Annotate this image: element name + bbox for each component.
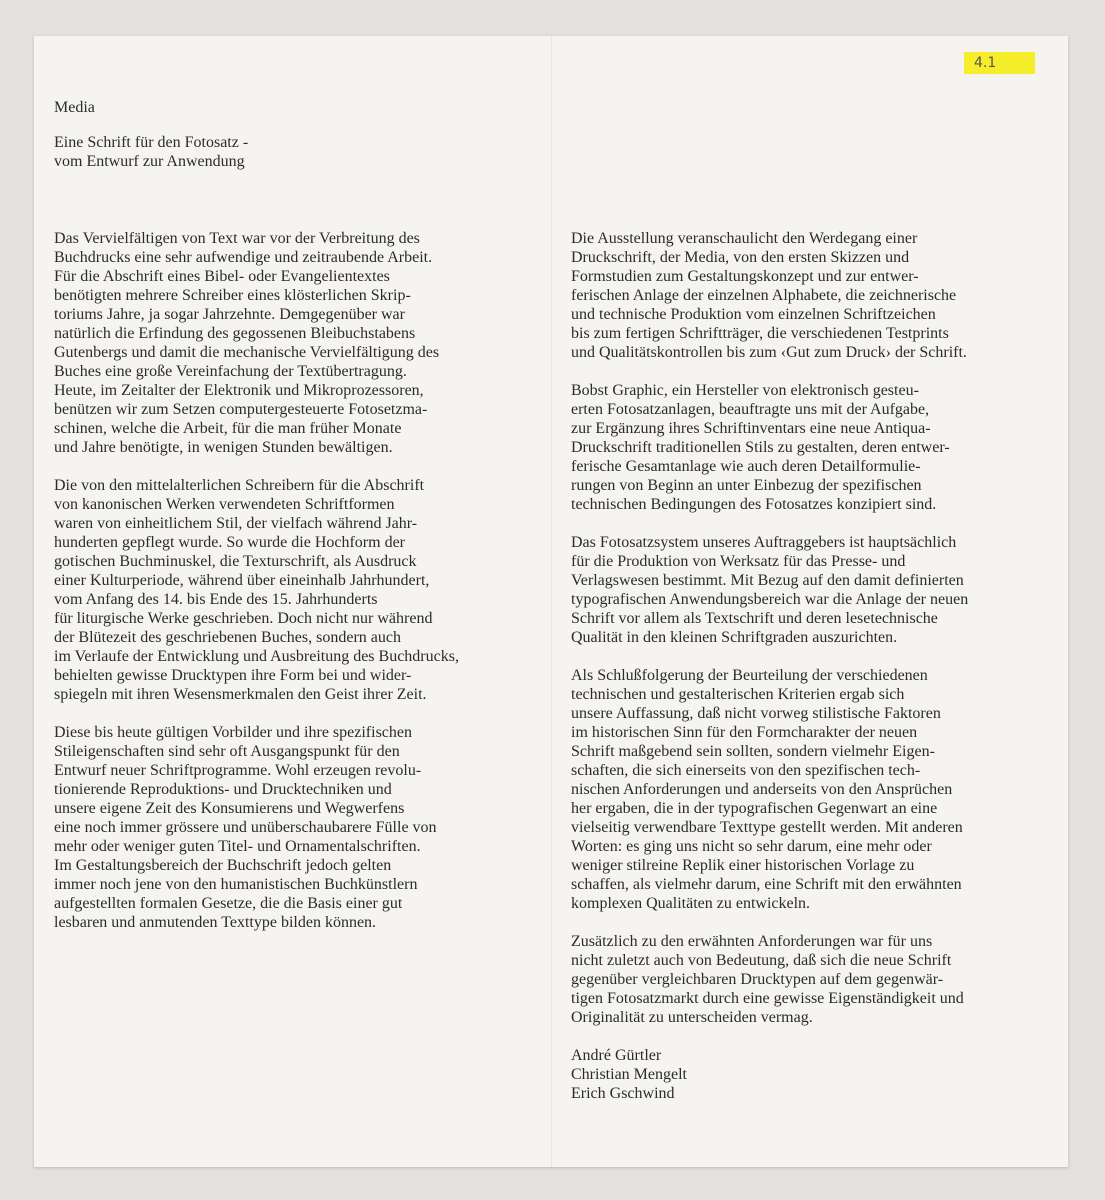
text-line: einer Kulturperiode, während über eineinhalb Jahrhundert, (54, 572, 430, 589)
text-line: Bobst Graphic, ein Hersteller von elektronisch gesteu- (571, 382, 919, 399)
text-line: zur Ergänzung ihres Schriftinventars eine neue Antiqua- (571, 420, 931, 437)
text-line: Verlagswesen bestimmt. Mit Bezug auf den damit definierten (571, 572, 964, 589)
text-line: her ergaben, die in der typografischen Gegenwart an eine (571, 800, 938, 817)
text-line: Das Vervielfältigen von Text war vor der Verbreitung des (54, 230, 420, 247)
page-number-tag: 4.1 (964, 52, 1035, 74)
text-line: Druckschrift, der Media, von den ersten Skizzen und (571, 249, 910, 266)
paragraph (571, 381, 1051, 514)
text-line: der Blütezeit des geschriebenen Buches, sondern auch (54, 629, 401, 646)
paragraph (54, 229, 534, 457)
text-line: für die Produktion von Werksatz für das Presse- und (571, 553, 906, 570)
text-line: weniger stilreine Replik einer historischen Vorlage zu (571, 857, 915, 874)
text-line: Stileigenschaften sind sehr oft Ausgangspunkt für den (54, 743, 400, 760)
paragraph (571, 666, 1051, 913)
text-line: schinen, welche die Arbeit, für die man früher Monate (54, 420, 402, 437)
text-line: von kanonischen Werken verwendeten Schriftformen (54, 496, 395, 513)
text-line: Zusätzlich zu den erwähnten Anforderungen war für uns (571, 933, 933, 950)
text-line: toriums Jahre, ja sogar Jahrzehnte. Demgegenüber war (54, 306, 405, 323)
text-line: gegenüber vergleichbaren Drucktypen auf dem gegenwär- (571, 971, 944, 988)
text-line: hunderten gepflegt wurde. So wurde die Hochform der (54, 534, 405, 551)
text-line: komplexen Qualitäten zu entwickeln. (571, 895, 811, 912)
text-line: tionierende Reproduktions- und Drucktechniken und (54, 781, 392, 798)
text-line: lesbaren und anmutenden Texttype bilden können. (54, 914, 377, 931)
text-line: behielten gewisse Drucktypen ihre Form bei und wider- (54, 667, 412, 684)
text-line: Gutenbergs und damit die mechanische Vervielfältigung des (54, 344, 440, 361)
text-line: typografischen Anwendungsbereich war die Anlage der neuen (571, 591, 969, 608)
text-line: Für die Abschrift eines Bibel- oder Evangelientextes (54, 268, 390, 285)
text-line: rungen von Beginn an unter Einbezug der spezifischen (571, 477, 922, 494)
author-name: Christian Mengelt (571, 1066, 687, 1083)
text-line: nicht zuletzt auch von Bedeutung, daß sich die neue Schrift (571, 952, 952, 969)
text-line: Die von den mittelalterlichen Schreibern für die Abschrift (54, 477, 425, 494)
text-line: waren von einheitlichem Stil, der vielfach während Jahr- (54, 515, 418, 532)
text-line: schaffen, als vielmehr darum, eine Schrift mit den erwähnten (571, 876, 962, 893)
text-line: nischen Anforderungen und anderseits von den Ansprüchen (571, 781, 953, 798)
text-line: Qualität in den kleinen Schriftgraden auszurichten. (571, 629, 898, 646)
text-line: natürlich die Erfindung des gegossenen Bleibuchstabens (54, 325, 416, 342)
text-line: Entwurf neuer Schriftprogramme. Wohl erzeugen revolu- (54, 762, 422, 779)
text-line: schaften, die sich einerseits von den spezifischen tech- (571, 762, 921, 779)
document-subtitle (54, 133, 354, 171)
text-line: gotischen Buchminuskel, die Texturschrift, als Ausdruck (54, 553, 417, 570)
text-line: erten Fotosatzanlagen, beauftragte uns mit der Aufgabe, (571, 401, 930, 418)
text-line: und technische Produktion vom einzelnen Schriftzeichen (571, 306, 936, 323)
document-heading: Media (54, 99, 95, 116)
text-line: bis zum fertigen Schriftträger, die verschiedenen Testprints (571, 325, 949, 342)
right-text-column (571, 229, 1051, 1122)
paragraph (571, 533, 1051, 647)
text-line: vielseitig verwendbare Texttype gestellt werden. Mit anderen (571, 819, 963, 836)
text-line: unsere Auffassung, daß nicht vorweg stilistische Faktoren (571, 705, 941, 722)
text-line: Formstudien zum Gestaltungskonzept und zur entwer- (571, 268, 919, 285)
text-line: Diese bis heute gültigen Vorbilder und ihre spezifischen (54, 724, 412, 741)
text-line: Die Ausstellung veranschaulicht den Werdegang einer (571, 230, 918, 247)
text-line: immer noch jene von den humanistischen Buchkünstlern (54, 876, 418, 893)
text-line: benötigten mehrere Schreiber eines klösterlichen Skrip- (54, 287, 411, 304)
text-line: Schrift maßgebend sein sollten, sondern vielmehr Eigen- (571, 743, 935, 760)
text-line: ferischen Anlage der einzelnen Alphabete, die zeichnerische (571, 287, 957, 304)
text-line: unsere eigene Zeit des Konsumierens und Wegwerfens (54, 800, 405, 817)
fold-crease (551, 36, 552, 1167)
text-line: technischen Bedingungen des Fotosatzes konzipiert sind. (571, 496, 937, 513)
text-line: für liturgische Werke geschrieben. Doch nicht nur während (54, 610, 433, 627)
text-line: Originalität zu unterscheiden vermag. (571, 1009, 813, 1026)
text-line: eine noch immer grössere und unüberschaubarere Fülle von (54, 819, 437, 836)
text-line: und Jahre benötigte, in wenigen Stunden bewältigen. (54, 439, 393, 456)
subtitle-line: Eine Schrift für den Fotosatz - (54, 134, 249, 151)
text-line: im historischen Sinn für den Formcharakter der neuen (571, 724, 918, 741)
paragraph (571, 932, 1051, 1027)
text-line: Druckschrift traditionellen Stils zu gestalten, deren entwer- (571, 439, 950, 456)
text-line: Als Schlußfolgerung der Beurteilung der verschiedenen (571, 667, 928, 684)
text-line: aufgestellten formalen Gesetze, die die Basis einer gut (54, 895, 403, 912)
left-text-column (54, 229, 534, 951)
text-line: Worten: es ging uns nicht so sehr darum, eine mehr oder (571, 838, 932, 855)
text-line: Buchdrucks eine sehr aufwendige und zeitraubende Arbeit. (54, 249, 433, 266)
author-name: André Gürtler (571, 1047, 662, 1064)
text-line: im Verlaufe der Entwicklung und Ausbreitung des Buchdrucks, (54, 648, 459, 665)
document-sheet (34, 36, 1068, 1167)
subtitle-line: vom Entwurf zur Anwendung (54, 153, 245, 170)
text-line: Buches eine große Vereinfachung der Textübertragung. (54, 363, 407, 380)
text-line: Heute, im Zeitalter der Elektronik und Mikroprozessoren, (54, 382, 424, 399)
text-line: Schrift vor allem als Textschrift und deren lesetechnische (571, 610, 938, 627)
paragraph (571, 229, 1051, 362)
text-line: spiegeln mit ihren Wesensmerkmalen den Geist ihrer Zeit. (54, 686, 427, 703)
paragraph (54, 723, 534, 932)
text-line: benützen wir zum Setzen computergesteuerte Fotosetzma- (54, 401, 428, 418)
text-line: Das Fotosatzsystem unseres Auftraggebers ist hauptsächlich (571, 534, 957, 551)
text-line: und Qualitätskontrollen bis zum ‹Gut zum Druck› der Schrift. (571, 344, 967, 361)
title-block (54, 98, 354, 187)
text-line: ferische Gesamtanlage wie auch deren Detailformulie- (571, 458, 921, 475)
text-line: mehr oder weniger guten Titel- und Ornamentalschriften. (54, 838, 421, 855)
text-line: tigen Fotosatzmarkt durch eine gewisse Eigenständigkeit und (571, 990, 964, 1007)
right-paragraphs (571, 229, 1051, 1027)
author-list (571, 1046, 1051, 1103)
text-line: Im Gestaltungsbereich der Buchschrift jedoch gelten (54, 857, 392, 874)
author-name: Erich Gschwind (571, 1085, 675, 1102)
text-line: vom Anfang des 14. bis Ende des 15. Jahrhunderts (54, 591, 378, 608)
text-line: technischen und gestalterischen Kriterien ergab sich (571, 686, 905, 703)
paragraph (54, 476, 534, 704)
